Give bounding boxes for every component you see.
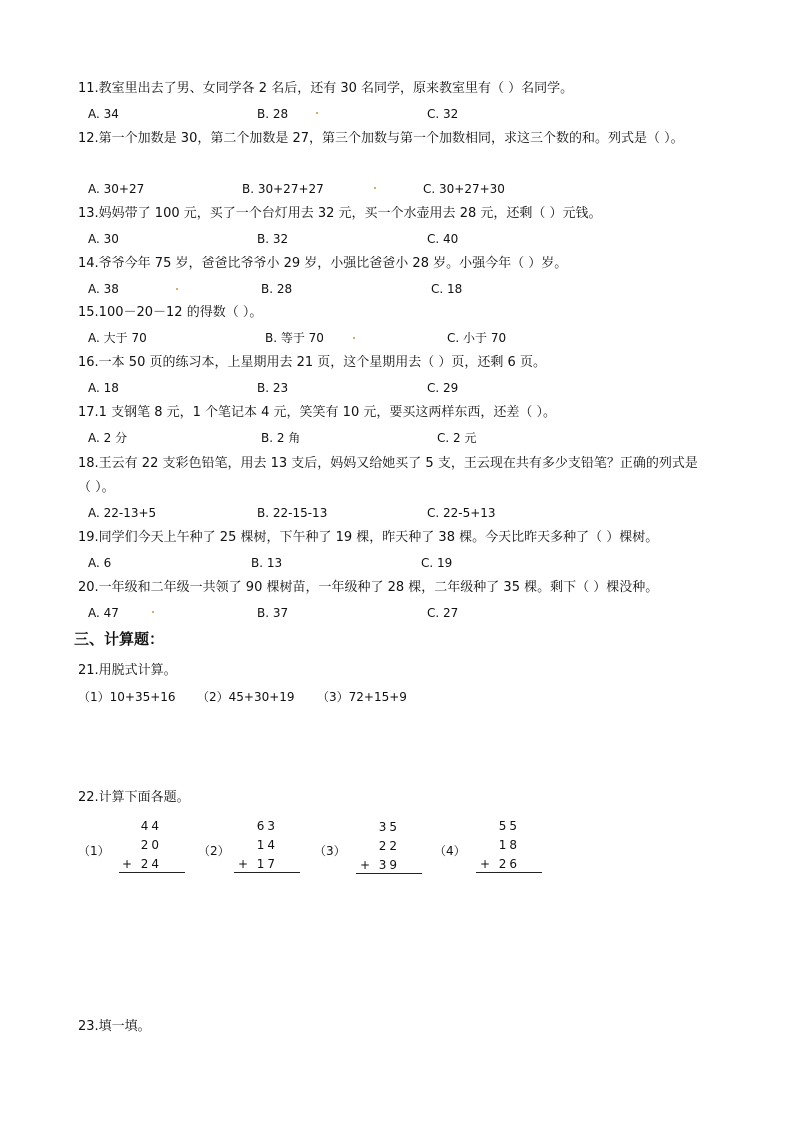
q22-p1-line	[119, 872, 185, 873]
speck-mark	[176, 288, 178, 290]
question-17: 17.1 支钢笔 8 元，1 个笔记本 4 元，笑笑有 10 元，要买这两样东西，还差（ ）。	[78, 405, 556, 420]
q11-option-a: A. 34	[88, 107, 119, 121]
q18-option-c: C. 22-5+13	[427, 506, 496, 520]
q16-option-c: C. 29	[427, 381, 459, 395]
q22-p3-line	[356, 873, 422, 874]
question-18: 18.王云有 22 支彩色铅笔，用去 13 支后，妈妈又给她买了 5 支，王云现在共有多少支铅笔？正确的列式是（ ）。	[78, 456, 698, 495]
q22-p3-op: +	[360, 858, 371, 872]
q22-p4-op: +	[480, 857, 491, 871]
q17-option-b: B. 2 角	[261, 431, 301, 445]
speck-mark	[374, 187, 376, 189]
q22-p4-num3: 26	[498, 857, 520, 871]
q22-p3-num2: 22	[378, 839, 400, 853]
q17-option-c: C. 2 元	[437, 431, 477, 445]
q16-option-a: A. 18	[88, 381, 119, 395]
question-12: 12.第一个加数是 30，第二个加数是 27，第三个加数与第一个加数相同，求这三个数的和。列式是（ ）。	[78, 131, 684, 146]
question-22: 22.计算下面各题。	[78, 790, 190, 805]
q22-p3-num1: 35	[378, 820, 400, 834]
q14-option-b: B. 28	[261, 282, 293, 296]
q22-label-4: （4）	[434, 844, 466, 858]
q12-option-a: A. 30+27	[88, 182, 145, 196]
q18-option-a: A. 22-13+5	[88, 506, 157, 520]
question-13: 13.妈妈带了 100 元，买了一个台灯用去 32 元，买一个水壶用去 28 元，还剩（ ）元钱。	[78, 206, 602, 221]
question-14: 14.爷爷今年 75 岁，爸爸比爷爷小 29 岁，小强比爸爸小 28 岁。小强今年（ ）岁。	[78, 256, 568, 271]
q19-option-b: B. 13	[251, 556, 283, 570]
q12-option-b: B. 30+27+27	[242, 182, 324, 196]
q21-item-2: （2）45+30+19	[197, 690, 295, 704]
q22-p2-line	[234, 872, 300, 873]
q16-option-b: B. 23	[257, 381, 289, 395]
q22-p1-op: +	[122, 857, 133, 871]
q22-p1-num2: 20	[140, 838, 162, 852]
q15-option-a: A. 大于 70	[88, 331, 147, 345]
question-21: 21.用脱式计算。	[78, 663, 177, 678]
speck-mark	[353, 337, 355, 339]
q21-item-3: （3）72+15+9	[317, 690, 407, 704]
question-16: 16.一本 50 页的练习本，上星期用去 21 页，这个星期用去（ ）页，还剩 6 页。	[78, 355, 546, 370]
q11-option-b: B. 28	[257, 107, 289, 121]
q22-p4-line	[476, 872, 542, 873]
q13-option-a: A. 30	[88, 232, 119, 246]
q14-option-c: C. 18	[431, 282, 463, 296]
q22-p1-num3: 24	[140, 857, 162, 871]
q12-option-c: C. 30+27+30	[423, 182, 505, 196]
question-19: 19.同学们今天上午种了 25 棵树，下午种了 19 棵，昨天种了 38 棵。今天比昨天多种了（ ）棵树。	[78, 530, 659, 545]
q20-option-a: A. 47	[88, 606, 119, 620]
q22-label-1: （1）	[78, 844, 110, 858]
q22-p4-num2: 18	[498, 838, 520, 852]
q22-label-3: （3）	[314, 844, 346, 858]
q13-option-c: C. 40	[427, 232, 459, 246]
q22-p1-num1: 44	[140, 819, 162, 833]
q19-option-a: A. 6	[88, 556, 112, 570]
q15-option-c: C. 小于 70	[447, 331, 507, 345]
q22-p2-num2: 14	[256, 838, 278, 852]
q20-option-c: C. 27	[427, 606, 459, 620]
q14-option-a: A. 38	[88, 282, 119, 296]
q22-p2-op: +	[238, 857, 249, 871]
speck-mark	[152, 611, 154, 613]
q22-p3-num3: 39	[378, 858, 400, 872]
q22-p4-num1: 55	[498, 819, 520, 833]
q13-option-b: B. 32	[257, 232, 289, 246]
question-11: 11.教室里出去了男、女同学各 2 名后，还有 30 名同学，原来教室里有（ ）名同学。	[78, 81, 574, 96]
q21-item-1: （1）10+35+16	[78, 690, 176, 704]
q22-p2-num1: 63	[256, 819, 278, 833]
q15-option-b: B. 等于 70	[265, 331, 324, 345]
q22-p2-num3: 17	[256, 857, 278, 871]
section-3-title: 三、计算题：	[74, 630, 165, 648]
question-23: 23.填一填。	[78, 1019, 151, 1034]
q22-label-2: （2）	[198, 844, 230, 858]
q19-option-c: C. 19	[421, 556, 453, 570]
speck-mark	[316, 112, 318, 114]
q17-option-a: A. 2 分	[88, 431, 128, 445]
q11-option-c: C. 32	[427, 107, 459, 121]
question-15: 15.100－20－12 的得数（ ）。	[78, 305, 263, 320]
question-20: 20.一年级和二年级一共领了 90 棵树苗，一年级种了 28 棵，二年级种了 35 棵。剩下（ ）棵没种。	[78, 580, 659, 595]
q20-option-b: B. 37	[257, 606, 289, 620]
q18-option-b: B. 22-15-13	[257, 506, 328, 520]
